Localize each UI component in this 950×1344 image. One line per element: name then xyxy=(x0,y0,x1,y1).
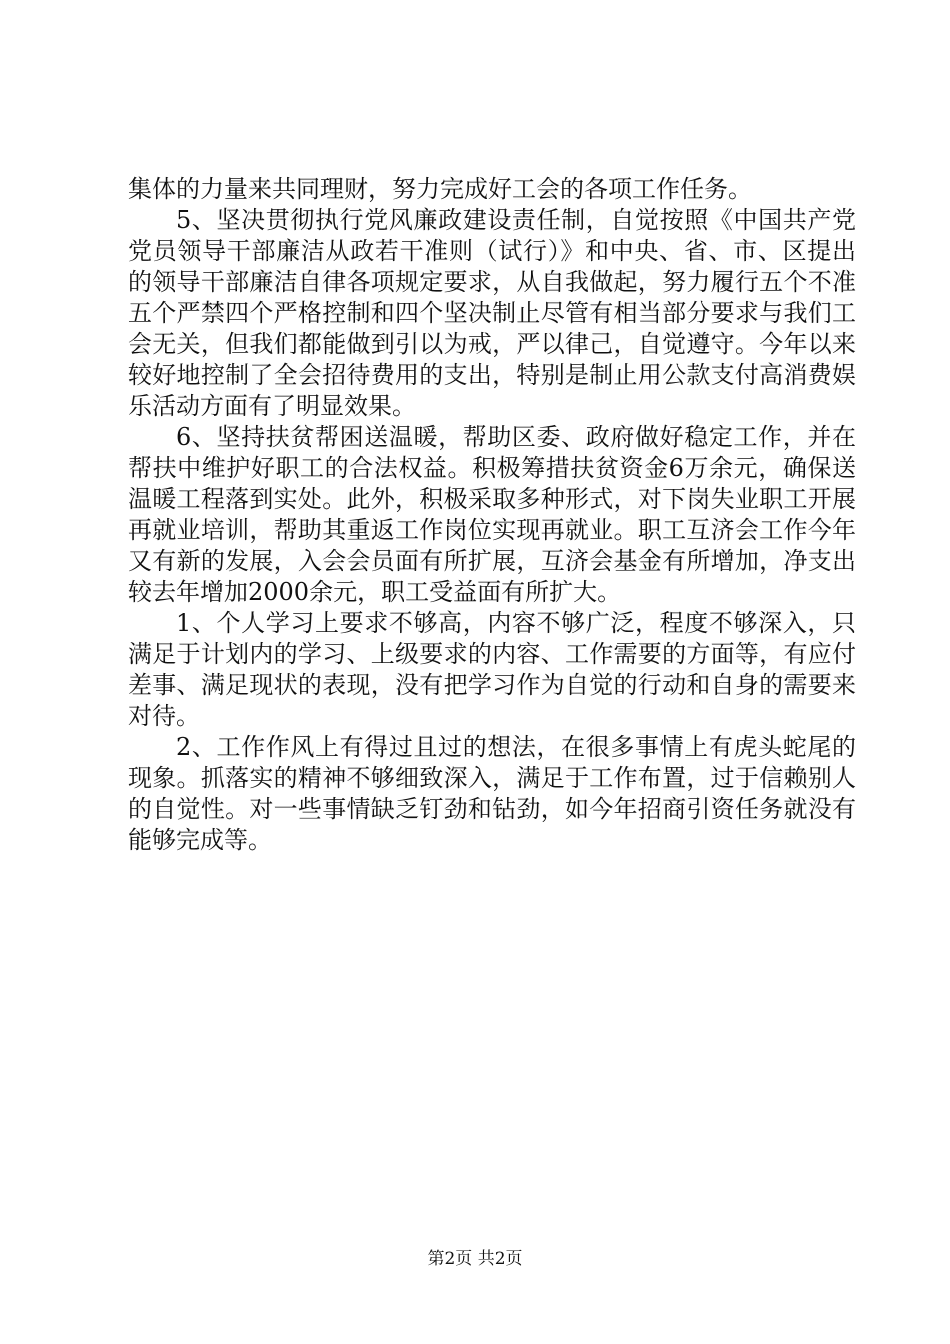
paragraph-5: 2、工作作风上有得过且过的想法，在很多事情上有虎头蛇尾的现象。抓落实的精神不够细致深入，满足于工作布置，过于信赖别人的自觉性。对一些事情缺乏钉劲和钻劲，如今年招商引资任务就没有能够完成等。 xyxy=(128,733,856,854)
document-body xyxy=(128,174,856,856)
paragraph-3: 6、坚持扶贫帮困送温暖，帮助区委、政府做好稳定工作，并在帮扶中维护好职工的合法权益。积极筹措扶贫资金6万余元，确保送温暖工程落到实处。此外，积极采取多种形式，对下岗失业职工开展再就业培训，帮助其重返工作岗位实现再就业。职工互济会工作今年又有新的发展，入会会员面有所扩展，互济会基金有所增加，净支出较去年增加2000余元，职工受益面有所扩大。 xyxy=(128,423,856,606)
paragraph-4: 1、个人学习上要求不够高，内容不够广泛，程度不够深入，只满足于计划内的学习、上级要求的内容、工作需要的方面等，有应付差事、满足现状的表现，没有把学习作为自觉的行动和自身的需要来对待。 xyxy=(128,609,856,730)
page-number-footer: 第2页 共2页 xyxy=(427,1249,523,1269)
paragraph-1: 集体的力量来共同理财，努力完成好工会的各项工作任务。 xyxy=(128,175,752,203)
paragraph-2: 5、坚决贯彻执行党风廉政建设责任制，自觉按照《中国共产党党员领导干部廉洁从政若干准则（试行）》和中央、省、市、区提出的领导干部廉洁自律各项规定要求，从自我做起，努力履行五个不准五个严禁四个严格控制和四个坚决制止尽管有相当部分要求与我们工会无关，但我们都能做到引以为戒，严以律己，自觉遵守。今年以来较好地控制了全会招待费用的支出，特别是制止用公款支付高消费娱乐活动方面有了明显效果。 xyxy=(128,206,856,420)
